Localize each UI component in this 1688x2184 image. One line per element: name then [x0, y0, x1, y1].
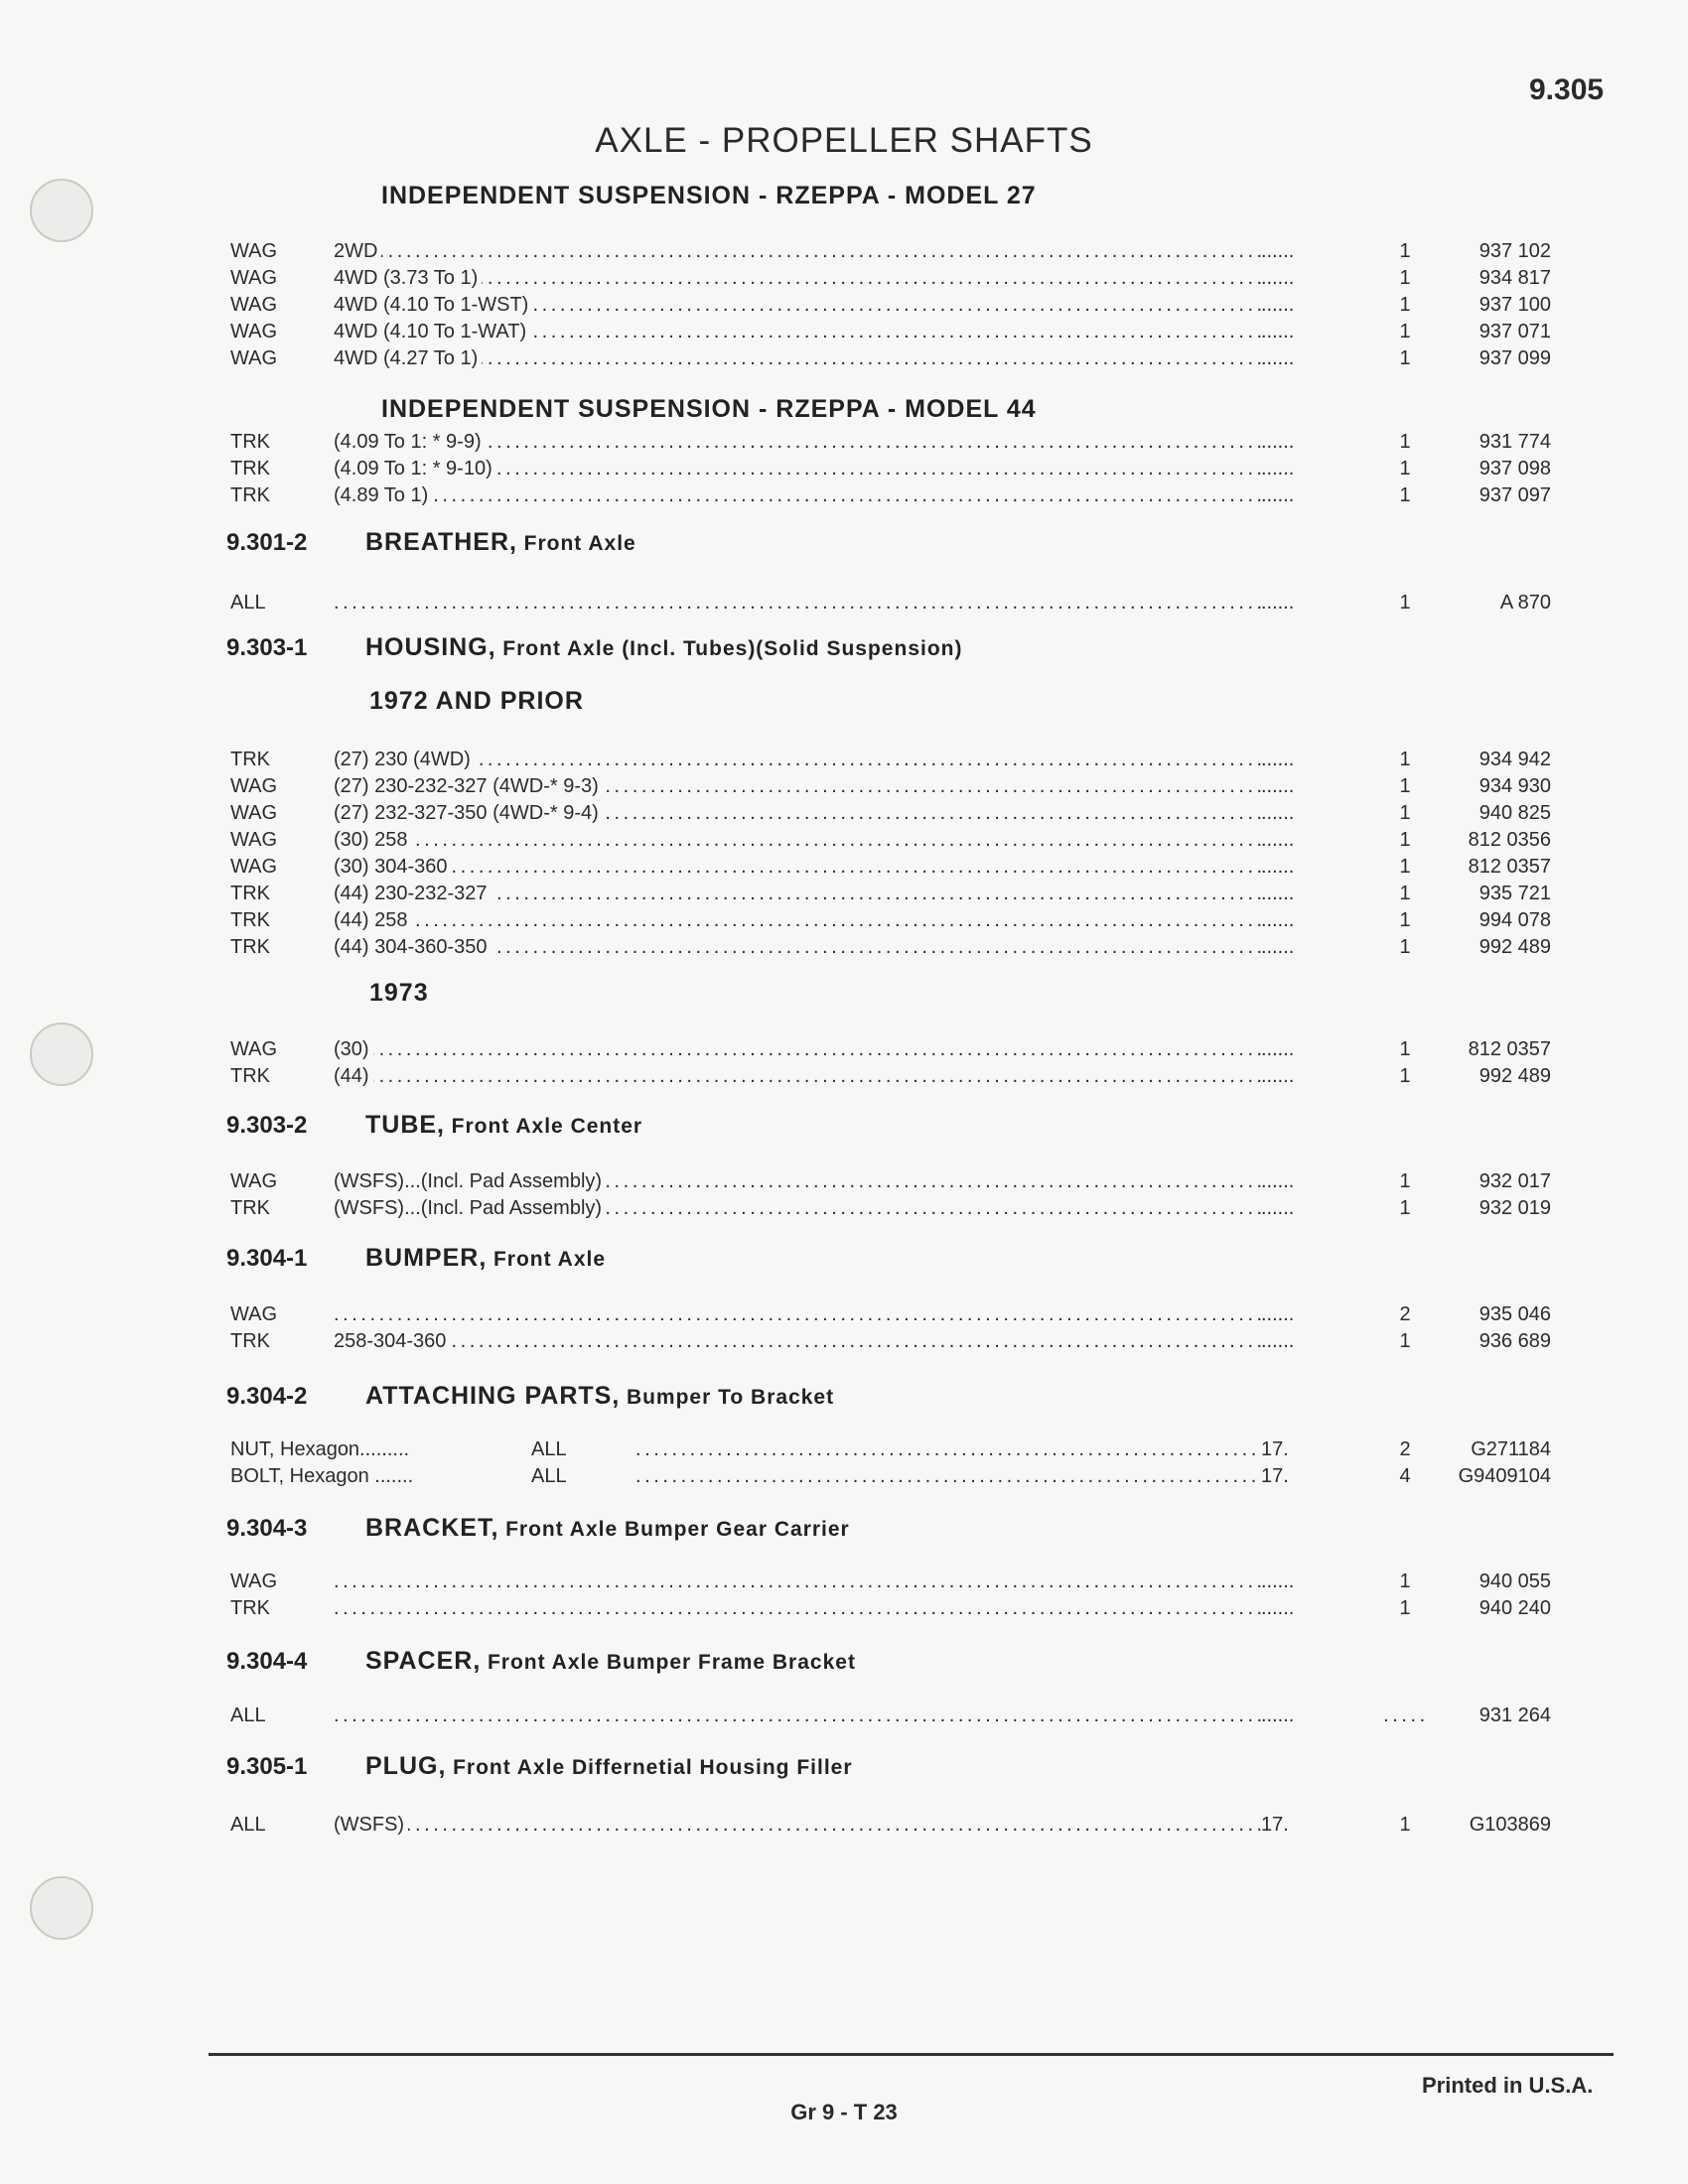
subheading-1972-and-prior: 1972 AND PRIOR — [369, 687, 584, 715]
binder-hole-middle — [30, 1023, 93, 1086]
section-number: 9.304-3 — [226, 1515, 308, 1542]
parts-row: WAG . . . ...... 2 935 046 — [228, 1301, 1549, 1328]
section-heading-housing — [226, 633, 962, 662]
section-name: BREATHER, — [365, 528, 517, 556]
parts-row: TRK . . . (4.09 To 1: * 9-10) ...... 1 937 098 — [228, 456, 1549, 482]
section-name: PLUG, — [365, 1752, 447, 1780]
printed-in-usa: Printed in U.S.A. — [1422, 2073, 1594, 2098]
group-heading-model44: INDEPENDENT SUSPENSION - RZEPPA - MODEL 44 — [381, 395, 1037, 423]
page-number: 9.305 — [1529, 73, 1605, 106]
parts-row: TRK . . . (44) ...... 1 992 489 — [228, 1063, 1549, 1090]
section-heading-plug — [226, 1752, 853, 1781]
parts-row: TRK . . . (44) 258 ...... 1 994 078 — [228, 907, 1549, 934]
section-name: TUBE, — [365, 1111, 445, 1139]
section-name: SPACER, — [365, 1647, 482, 1675]
group-reference: Gr 9 - T 23 — [790, 2100, 898, 2124]
section-number: 9.301-2 — [226, 529, 308, 556]
section-number: 9.304-1 — [226, 1245, 308, 1272]
parts-row: TRK . . . (27) 230 (4WD) ...... 1 934 942 — [228, 747, 1549, 773]
page-title: AXLE - PROPELLER SHAFTS — [595, 121, 1093, 160]
parts-row: TRK . . . 258-304-360 ...... 1 936 689 — [228, 1328, 1549, 1355]
section-description: Bumper To Bracket — [626, 1386, 835, 1409]
parts-row: WAG . . . ...... 1 940 055 — [228, 1569, 1549, 1595]
parts-row: TRK . . . (44) 304-360-350 ...... 1 992 489 — [228, 934, 1549, 961]
parts-row: TRK . . . (44) 230-232-327 ...... 1 935 721 — [228, 881, 1549, 907]
parts-row: WAG . . . 2WD ...... 1 937 102 — [228, 238, 1549, 265]
parts-row: ALL . . . ...... 931 264 — [228, 1703, 1549, 1729]
group-heading-model27: INDEPENDENT SUSPENSION - RZEPPA - MODEL 27 — [381, 182, 1037, 209]
section-heading-tube — [226, 1111, 642, 1140]
parts-row: WAG . . . (30) ...... 1 812 0357 — [228, 1036, 1549, 1063]
section-name: BRACKET, — [365, 1514, 499, 1542]
section-number: 9.304-2 — [226, 1383, 308, 1410]
section-description: Front Axle Bumper Gear Carrier — [505, 1518, 850, 1541]
section-heading-breather — [226, 528, 636, 557]
section-number: 9.303-1 — [226, 634, 308, 661]
section-heading-bumper — [226, 1244, 606, 1273]
parts-row: WAG . . . (30) 258 ...... 1 812 0356 — [228, 827, 1549, 854]
parts-row: WAG . . . 4WD (4.10 To 1-WAT) ...... 1 937 071 — [228, 319, 1549, 345]
parts-row: WAG . . . (30) 304-360 ...... 1 812 0357 — [228, 854, 1549, 881]
parts-row: ALL . . . (WSFS) 17. 1 G103869 — [228, 1812, 1549, 1839]
section-description: Front Axle — [492, 1248, 607, 1271]
parts-row: WAG . . . 4WD (4.27 To 1) ...... 1 937 099 — [228, 345, 1549, 372]
binder-hole-top — [30, 179, 93, 242]
footer-rule — [209, 2053, 1614, 2056]
parts-row: WAG . . . (WSFS)...(Incl. Pad Assembly) ...... 1 932 017 — [228, 1168, 1549, 1195]
parts-row: WAG . . . (27) 230-232-327 (4WD-* 9-3) ...... 1 934 930 — [228, 773, 1549, 800]
parts-row: TRK . . . (WSFS)...(Incl. Pad Assembly) ...... 1 932 019 — [228, 1195, 1549, 1222]
section-heading-spacer — [226, 1647, 856, 1676]
section-number: 9.304-4 — [226, 1648, 308, 1675]
section-heading-bracket — [226, 1514, 850, 1543]
parts-row: WAG . . . (27) 232-327-350 (4WD-* 9-4) ...... 1 940 825 — [228, 800, 1549, 827]
section-name: BUMPER, — [365, 1244, 488, 1272]
fastener-row: NUT, Hexagon......... ALL . . . 17. 2 G271184 — [228, 1436, 1549, 1463]
parts-row: WAG . . . 4WD (3.73 To 1) ...... 1 934 817 — [228, 265, 1549, 292]
section-description: Front Axle Bumper Frame Bracket — [487, 1651, 856, 1674]
parts-row: TRK . . . (4.89 To 1) ...... 1 937 097 — [228, 482, 1549, 509]
parts-row: TRK . . . ...... 1 940 240 — [228, 1595, 1549, 1622]
section-number: 9.303-2 — [226, 1112, 308, 1139]
section-number: 9.305-1 — [226, 1753, 308, 1780]
parts-row: TRK . . . (4.09 To 1: * 9-9) ...... 1 931 774 — [228, 429, 1549, 456]
fastener-row: BOLT, Hexagon ....... ALL . . . 17. 4 G9409104 — [228, 1463, 1549, 1490]
section-heading-attaching-parts — [226, 1382, 834, 1411]
section-name: ATTACHING PARTS, — [365, 1382, 621, 1410]
parts-row: WAG . . . 4WD (4.10 To 1-WST) ...... 1 937 100 — [228, 292, 1549, 319]
section-name: HOUSING, — [365, 633, 496, 661]
subheading-1973: 1973 — [369, 979, 429, 1007]
binder-hole-bottom — [30, 1876, 93, 1940]
section-description: Front Axle — [523, 532, 636, 555]
section-description: Front Axle Center — [451, 1115, 643, 1138]
section-description: Front Axle (Incl. Tubes)(Solid Suspension) — [502, 637, 963, 660]
section-description: Front Axle Differnetial Housing Filler — [453, 1756, 853, 1779]
parts-row: ALL . . . ...... 1 A 870 — [228, 590, 1549, 616]
